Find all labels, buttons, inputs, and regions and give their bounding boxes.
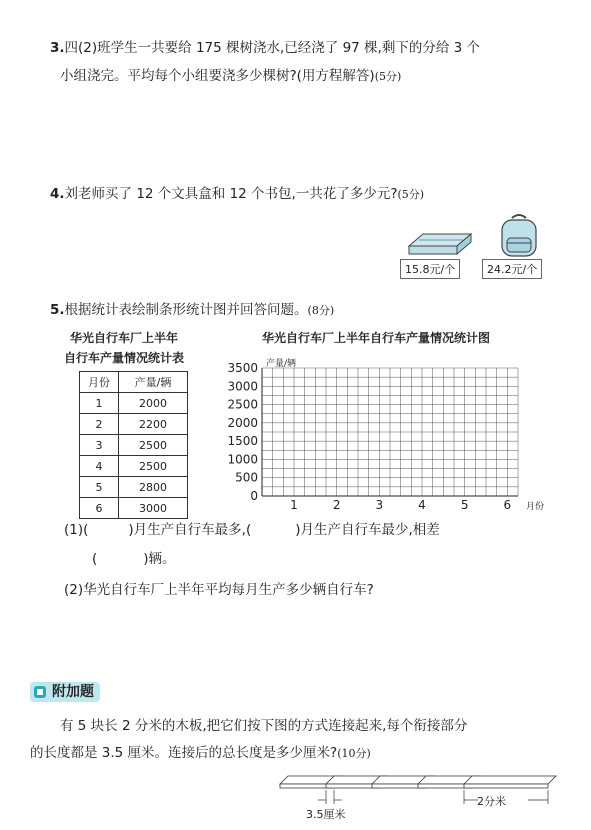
table-row <box>80 456 188 477</box>
table-cell: 3000 <box>119 498 188 519</box>
x-tick-label: 3 <box>375 498 384 512</box>
q4-line <box>50 184 424 205</box>
table-row <box>80 393 188 414</box>
y-axis-label: 产量/辆 <box>266 359 297 369</box>
table-cell: 1 <box>80 393 119 414</box>
table-header-output: 产量/辆 <box>119 372 188 393</box>
sub1-open2: ( <box>92 551 98 567</box>
stat-table-title-line2: 自行车产量情况统计表 <box>64 351 185 365</box>
y-tick-label: 3000 <box>227 379 258 394</box>
y-tick-label: 0 <box>250 489 258 503</box>
q3-text-line2: 小组浇完。平均每个小组要浇多少棵树?(用方程解答) <box>60 68 375 84</box>
x-tick-label: 2 <box>332 498 341 512</box>
q3-text-line1: 四(2)班学生一共要给 175 棵树浇水,已经浇了 97 棵,剩下的分给 3 个 <box>64 40 481 56</box>
table-row <box>80 477 188 498</box>
sub1-open: (1)( <box>64 522 89 538</box>
table-row <box>80 498 188 519</box>
q4-number: 4. <box>50 186 65 202</box>
table-row <box>80 435 188 456</box>
table-cell: 2000 <box>119 393 188 414</box>
table-cell: 2 <box>80 414 119 435</box>
table-cell: 3 <box>80 435 119 456</box>
stat-table <box>79 371 188 519</box>
q5-number: 5. <box>50 302 65 318</box>
q5-sub2: (2)华光自行车厂上半年平均每月生产多少辆自行车? <box>64 582 374 598</box>
bonus-badge <box>30 681 100 701</box>
x-tick-label: 5 <box>460 498 469 512</box>
bonus-points: (10分) <box>337 747 371 760</box>
board-length-label: 2分米 <box>477 795 506 808</box>
y-tick-label: 2500 <box>227 397 258 412</box>
table-cell: 4 <box>80 456 119 477</box>
bonus-text-line2: 的长度都是 3.5 厘米。连接后的总长度是多少厘米? <box>30 745 338 761</box>
notebook-icon <box>33 685 47 699</box>
q3-line2 <box>60 66 401 87</box>
table-cell: 2500 <box>119 456 188 477</box>
q5-line <box>50 300 334 321</box>
backpack-price: 24.2元/个 <box>482 259 542 279</box>
q5-text: 根据统计表绘制条形统计图并回答问题。 <box>64 302 308 318</box>
table-cell: 5 <box>80 477 119 498</box>
bar-chart-grid[interactable] <box>215 348 585 518</box>
y-tick-label: 2000 <box>227 415 258 430</box>
y-tick-label: 3500 <box>227 361 258 375</box>
sub1-close2: )辆。 <box>143 551 176 567</box>
q3-line1 <box>50 38 480 58</box>
q3-number: 3. <box>50 40 65 56</box>
overlap-length-label: 3.5厘米 <box>306 808 346 821</box>
q3-points: (5分) <box>374 70 402 83</box>
x-tick-label: 4 <box>418 498 426 512</box>
bonus-badge-label: 附加题 <box>30 682 100 702</box>
x-tick-label: 6 <box>503 498 512 512</box>
table-row <box>80 414 188 435</box>
table-header-row <box>80 372 188 393</box>
table-header-month: 月份 <box>80 372 119 393</box>
pencil-box-price: 15.8元/个 <box>400 259 460 279</box>
x-axis-label: 月份 <box>526 502 545 512</box>
board-top <box>464 776 556 784</box>
x-tick-label: 1 <box>290 498 298 512</box>
bonus-line2 <box>30 743 371 764</box>
chart-title: 华光自行车厂上半年自行车产量情况统计图 <box>262 331 491 345</box>
sub1-end: )月生产自行车最少,相差 <box>295 522 440 538</box>
table-cell: 2800 <box>119 477 188 498</box>
sub1-middle: )月生产自行车最多,( <box>128 522 252 538</box>
y-tick-label: 1500 <box>227 434 258 449</box>
q4-points: (5分) <box>397 188 425 201</box>
bonus-line1: 有 5 块长 2 分米的木板,把它们按下图的方式连接起来,每个衔接部分 <box>60 718 468 734</box>
backpack-icon <box>496 212 542 258</box>
table-cell: 6 <box>80 498 119 519</box>
q4-text: 刘老师买了 12 个文具盒和 12 个书包,一共花了多少元? <box>64 186 398 202</box>
y-tick-label: 500 <box>235 470 258 485</box>
stat-table-title-line1: 华光自行车厂上半年 <box>70 331 179 345</box>
q5-points: (8分) <box>307 304 335 317</box>
pencil-box-icon <box>405 228 475 258</box>
board-front <box>464 784 548 788</box>
table-cell: 2500 <box>119 435 188 456</box>
table-cell: 2200 <box>119 414 188 435</box>
y-tick-label: 1000 <box>227 452 258 467</box>
q5-sub1-line2 <box>92 549 176 569</box>
q5-sub1-line1 <box>64 520 440 540</box>
